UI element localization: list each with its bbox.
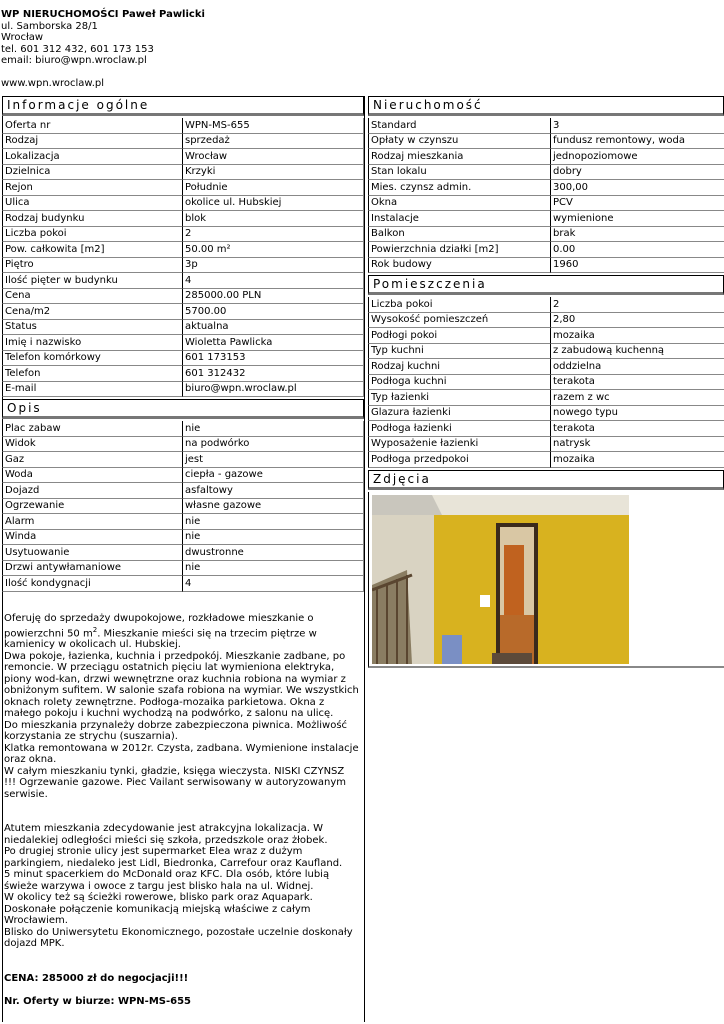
field-label: Podłoga kuchni — [368, 375, 550, 391]
field-value: brak — [550, 227, 724, 243]
field-value: WPN-MS-655 — [182, 118, 364, 134]
description-p6: !!! Ogrzewanie gazowe. Piec Vailant serwisowany w autoryzowanym serwisie. — [4, 777, 347, 800]
description — [4, 613, 362, 1007]
field-label: Gaz — [2, 452, 182, 468]
description-p7: Atutem mieszkania zdecydowanie jest atrakcyjna lokalizacja. W niedalekiej odległości mieści się szkoła, przedszkole oraz żłobek. — [4, 823, 328, 846]
field-value: Wrocław — [182, 149, 364, 165]
field-value: mozaika — [550, 452, 724, 468]
right-column — [368, 96, 724, 668]
field-label: Typ kuchni — [368, 344, 550, 360]
field-value: 285000.00 PLN — [182, 289, 364, 305]
field-label: Status — [2, 320, 182, 336]
general-row — [2, 304, 364, 320]
general-row — [2, 273, 364, 289]
price-line: CENA: 285000 zł do negocjacji!!! — [4, 972, 189, 984]
field-value: 601 173153 — [182, 351, 364, 367]
description-p9: 5 minut spacerkiem do McDonald oraz KFC. Dla osób, które lubią świeże warzywa i owoce z targu jest blisko hala na ul. Widnej. — [4, 869, 330, 892]
agency-city: Wrocław — [1, 32, 44, 43]
field-label: Imię i nazwisko — [2, 335, 182, 351]
field-label: Woda — [2, 468, 182, 484]
opis-row — [2, 530, 364, 546]
field-label: Balkon — [368, 227, 550, 243]
description-p4: Klatka remontowana w 2012r. Czysta, zadbana. Wymienione instalacje oraz okna. — [4, 742, 359, 766]
opis-row — [2, 499, 364, 515]
room-row — [368, 344, 724, 360]
field-value: 0.00 — [550, 242, 724, 258]
opis-table — [2, 421, 364, 592]
general-row — [2, 149, 364, 165]
field-value: Wioletta Pawlicka — [182, 335, 364, 351]
field-value: 2 — [550, 297, 724, 313]
description-p3: Do mieszkania przynależy dobrze zabezpieczona piwnica. Możliwość korzystania ze strychu (suszarnia). — [4, 719, 348, 743]
field-label: Rodzaj budynku — [2, 211, 182, 227]
general-row — [2, 335, 364, 351]
room-row — [368, 375, 724, 391]
general-row — [2, 382, 364, 398]
field-value: razem z wc — [550, 390, 724, 406]
field-label: Cena/m2 — [2, 304, 182, 320]
opis-row — [2, 421, 364, 437]
field-value: dwustronne — [182, 545, 364, 561]
field-value: aktualna — [182, 320, 364, 336]
description-p11: Doskonałe połączenie komunikacją miejską właściwe z całym Wrocławiem. — [4, 903, 311, 927]
property-row — [368, 165, 724, 181]
field-label: Ilość kondygnacji — [2, 576, 182, 592]
field-label: Cena — [2, 289, 182, 305]
opis-row — [2, 545, 364, 561]
field-value: PCV — [550, 196, 724, 212]
opis-row — [2, 452, 364, 468]
field-value: 2 — [182, 227, 364, 243]
general-row — [2, 118, 364, 134]
field-label: Typ łazienki — [368, 390, 550, 406]
description-p1: Oferuję do sprzedaży dwupokojowe, rozkładowe mieszkanie o powierzchni 50 $m^2$. Mieszkanie mieści się na trzecim piętrze w kamienicy w okolicach ul. Hubskiej. — [4, 613, 317, 651]
room-row — [368, 406, 724, 422]
opis-row — [2, 483, 364, 499]
section-header-rooms: Pomieszczenia — [368, 275, 724, 295]
field-label: Ilość pięter w budynku — [2, 273, 182, 289]
field-value: 4 — [182, 576, 364, 592]
description-p8: Po drugiej stronie ulicy jest supermarket Elea wraz z dużym parkingiem, niedaleko jest Lidl, Biedronka, Carrefour oraz Kaufland. — [4, 846, 343, 869]
general-row — [2, 366, 364, 382]
opis-row — [2, 576, 364, 592]
room-row — [368, 313, 724, 329]
field-value: nie — [182, 530, 364, 546]
property-row — [368, 227, 724, 243]
field-label: Telefon — [2, 366, 182, 382]
field-value: fundusz remontowy, woda — [550, 134, 724, 150]
property-row — [368, 134, 724, 150]
field-label: Okna — [368, 196, 550, 212]
field-label: Powierzchnia działki [m2] — [368, 242, 550, 258]
field-value: nie — [182, 514, 364, 530]
field-label: Rejon — [2, 180, 182, 196]
description-p10: W okolicy też są ścieżki rowerowe, blisko park oraz Aquapark. — [4, 892, 313, 904]
property-table — [368, 118, 724, 273]
field-label: Oferta nr — [2, 118, 182, 134]
field-value: 5700.00 — [182, 304, 364, 320]
property-row — [368, 118, 724, 134]
section-header-photos: Zdjęcia — [368, 470, 724, 490]
general-row — [2, 289, 364, 305]
offer-number-line: Nr. Oferty w biurze: WPN-MS-655 — [4, 995, 191, 1007]
field-value: Południe — [182, 180, 364, 196]
field-label: Stan lokalu — [368, 165, 550, 181]
field-value: nowego typu — [550, 406, 724, 422]
field-value: nie — [182, 561, 364, 577]
field-value: 3p — [182, 258, 364, 274]
agency-header — [1, 9, 205, 89]
general-row — [2, 165, 364, 181]
field-label: Alarm — [2, 514, 182, 530]
field-value: sprzedaż — [182, 134, 364, 150]
opis-row — [2, 514, 364, 530]
opis-row — [2, 561, 364, 577]
field-label: Wysokość pomieszczeń — [368, 313, 550, 329]
room-row — [368, 359, 724, 375]
field-value: na podwórko — [182, 437, 364, 453]
field-value: ciepła - gazowe — [182, 468, 364, 484]
agency-email: email: biuro@wpn.wroclaw.pl — [1, 55, 147, 66]
opis-row — [2, 468, 364, 484]
property-row — [368, 149, 724, 165]
room-row — [368, 328, 724, 344]
field-value: Krzyki — [182, 165, 364, 181]
general-row — [2, 196, 364, 212]
room-row — [368, 390, 724, 406]
general-table — [2, 118, 364, 397]
field-value: asfaltowy — [182, 483, 364, 499]
agency-name: WP NIERUCHOMOŚCI Paweł Pawlicki — [1, 9, 205, 20]
field-value: oddzielna — [550, 359, 724, 375]
field-label: Ogrzewanie — [2, 499, 182, 515]
apartment-photo[interactable] — [372, 495, 629, 664]
field-value: biuro@wpn.wroclaw.pl — [182, 382, 364, 398]
field-label: Dzielnica — [2, 165, 182, 181]
agency-phone: tel. 601 312 432, 601 173 153 — [1, 43, 154, 55]
general-row — [2, 320, 364, 336]
field-label: E-mail — [2, 382, 182, 398]
field-label: Opłaty w czynszu — [368, 134, 550, 150]
field-label: Rodzaj mieszkania — [368, 149, 550, 165]
field-label: Pow. całkowita [m2] — [2, 242, 182, 258]
opis-row — [2, 437, 364, 453]
general-row — [2, 258, 364, 274]
agency-website[interactable]: www.wpn.wroclaw.pl — [1, 77, 104, 89]
section-header-opis: Opis — [2, 399, 364, 419]
field-label: Plac zabaw — [2, 421, 182, 437]
room-row — [368, 421, 724, 437]
field-value: 1960 — [550, 258, 724, 274]
field-value: dobry — [550, 165, 724, 181]
field-label: Ulica — [2, 196, 182, 212]
field-value: jest — [182, 452, 364, 468]
left-column — [2, 96, 364, 592]
field-value: 601 312432 — [182, 366, 364, 382]
field-value: 2,80 — [550, 313, 724, 329]
section-header-property: Nieruchomość — [368, 96, 724, 116]
general-row — [2, 227, 364, 243]
room-row — [368, 297, 724, 313]
section-header-general: Informacje ogólne — [2, 96, 364, 116]
general-row — [2, 211, 364, 227]
room-row — [368, 437, 724, 453]
field-value: blok — [182, 211, 364, 227]
field-label: Mies. czynsz admin. — [368, 180, 550, 196]
field-label: Podłoga przedpokoi — [368, 452, 550, 468]
field-label: Liczba pokoi — [368, 297, 550, 313]
rooms-table — [368, 297, 724, 468]
field-value: terakota — [550, 421, 724, 437]
middle-divider — [364, 96, 365, 1022]
field-label: Podłogi pokoi — [368, 328, 550, 344]
field-value: wymienione — [550, 211, 724, 227]
field-label: Rodzaj kuchni — [368, 359, 550, 375]
field-value: terakota — [550, 375, 724, 391]
field-label: Liczba pokoi — [2, 227, 182, 243]
field-value: 50.00 m² — [182, 242, 364, 258]
field-label: Wyposażenie łazienki — [368, 437, 550, 453]
property-row — [368, 211, 724, 227]
apartment-hallway-photo-icon — [372, 495, 629, 664]
general-row — [2, 242, 364, 258]
field-label: Rok budowy — [368, 258, 550, 274]
field-label: Standard — [368, 118, 550, 134]
description-p12: Blisko do Uniwersytetu Ekonomicznego, pozostałe uczelnie doskonały dojazd MPK. — [4, 926, 353, 950]
field-value: okolice ul. Hubskiej — [182, 196, 364, 212]
room-row — [368, 452, 724, 468]
description-p5: W całym mieszkaniu tynki, gładzie, księga wieczysta. NISKI CZYNSZ — [4, 765, 345, 777]
field-label: Winda — [2, 530, 182, 546]
description-p2: Dwa pokoje, łazienka, kuchnia i przedpokój. Mieszkanie zadbane, po remoncie. W przeciągu ostatnich pięciu lat wymieniona elektryka, piony wod-kan, drzwi wewnętrzne oraz kuchnia robiona na wymiar z obniżonym sufitem. W salonie szafa robiona na wymiar. We wszystkich oknach rolety zewnętrzne. Podłoga-mozaika parkietowa. Okna z małego pokoju i kuchni wychodzą na podwórko, z salonu na ulicę. — [4, 650, 359, 720]
field-label: Lokalizacja — [2, 149, 182, 165]
agency-street: ul. Samborska 28/1 — [1, 20, 98, 32]
field-label: Usytuowanie — [2, 545, 182, 561]
property-row — [368, 196, 724, 212]
general-row — [2, 134, 364, 150]
field-value: własne gazowe — [182, 499, 364, 515]
property-row — [368, 242, 724, 258]
field-value: natrysk — [550, 437, 724, 453]
general-row — [2, 180, 364, 196]
field-value: 4 — [182, 273, 364, 289]
field-label: Instalacje — [368, 211, 550, 227]
field-label: Glazura łazienki — [368, 406, 550, 422]
field-label: Drzwi antywłamaniowe — [2, 561, 182, 577]
field-label: Rodzaj — [2, 134, 182, 150]
field-label: Widok — [2, 437, 182, 453]
field-value: 300,00 — [550, 180, 724, 196]
field-label: Telefon komórkowy — [2, 351, 182, 367]
general-row — [2, 351, 364, 367]
property-row — [368, 180, 724, 196]
field-value: jednopoziomowe — [550, 149, 724, 165]
field-value: 3 — [550, 118, 724, 134]
field-label: Podłoga łazienki — [368, 421, 550, 437]
field-label: Dojazd — [2, 483, 182, 499]
field-value: nie — [182, 421, 364, 437]
photo-container — [368, 492, 724, 668]
field-label: Piętro — [2, 258, 182, 274]
field-value: mozaika — [550, 328, 724, 344]
field-value: z zabudową kuchenną — [550, 344, 724, 360]
property-row — [368, 258, 724, 274]
